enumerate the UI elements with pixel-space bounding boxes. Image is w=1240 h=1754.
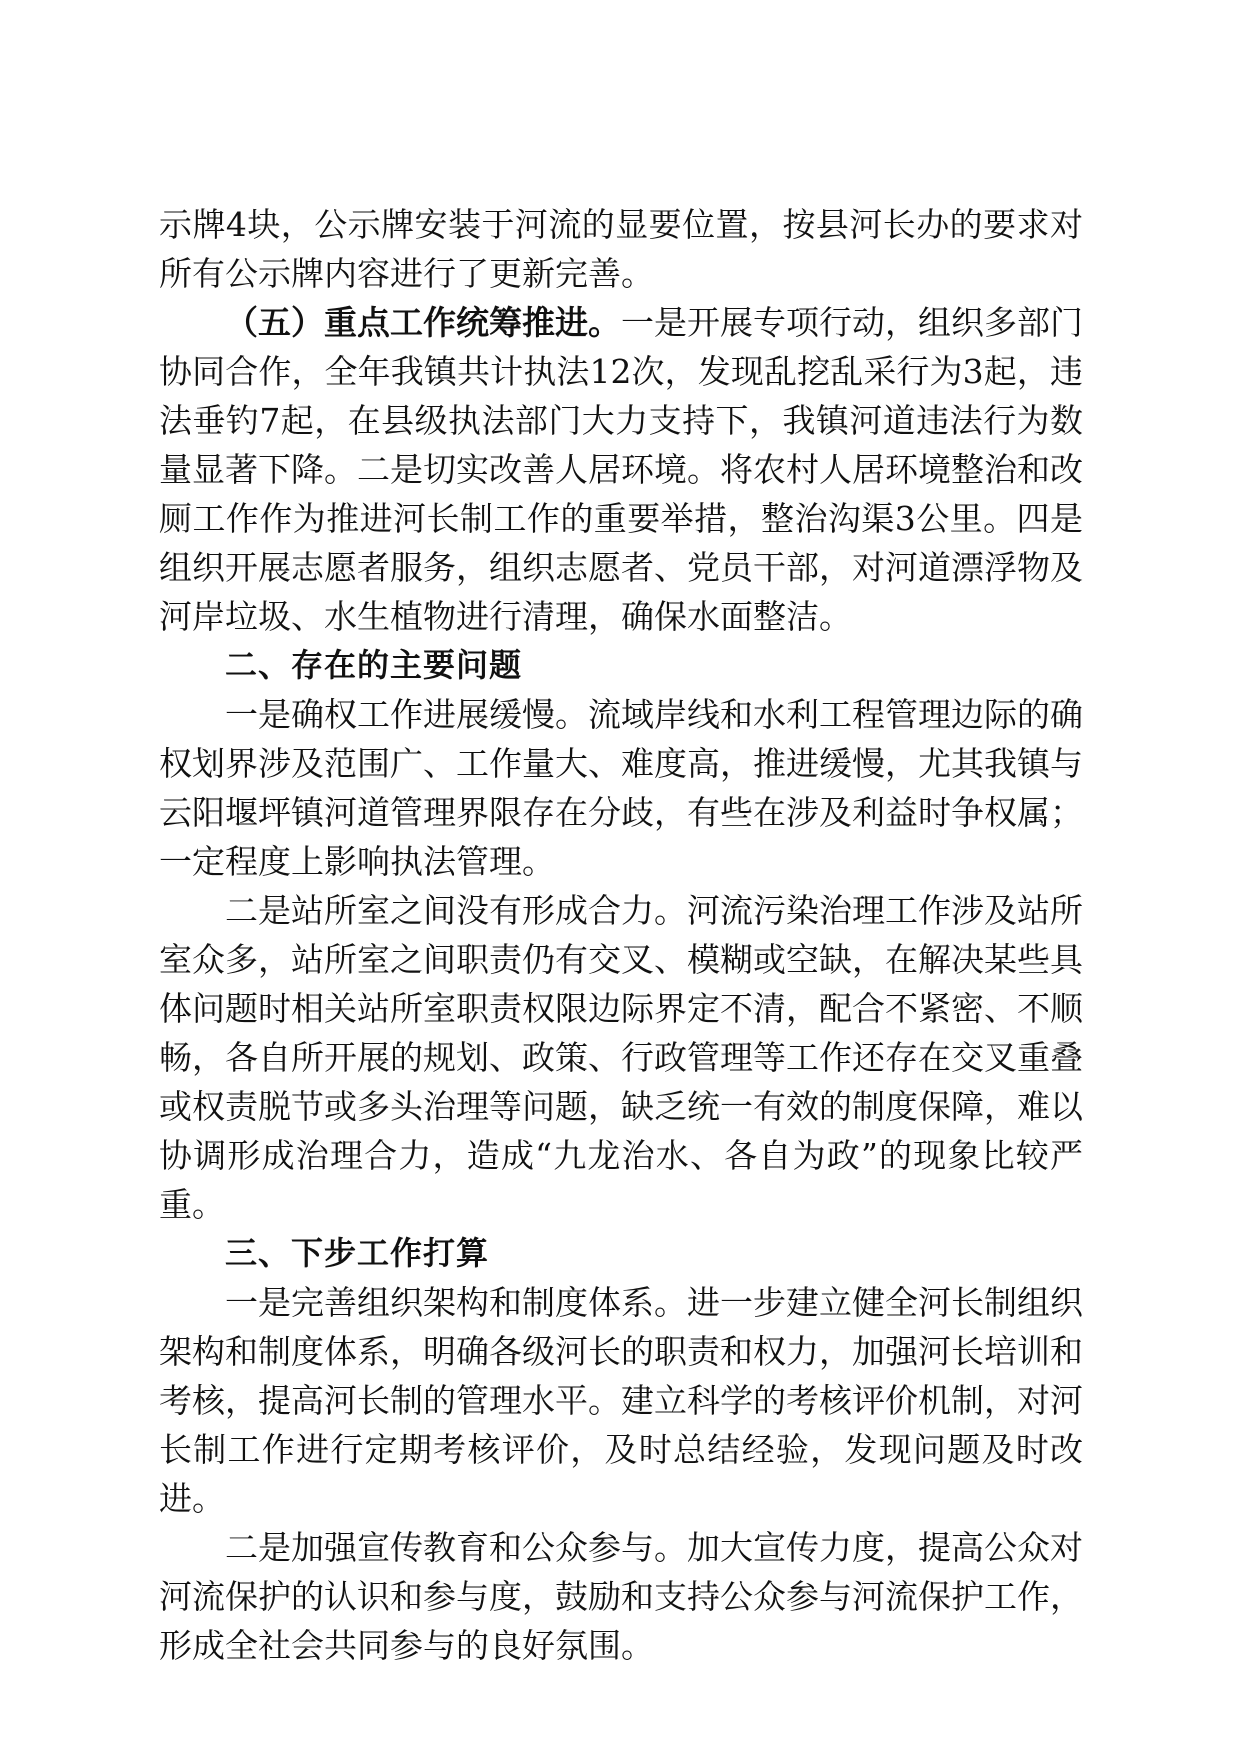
paragraph-problem-2: 二是站所室之间没有形成合力。河流污染治理工作涉及站所室众多，站所室之间职责仍有交叉、模糊或空缺，在解决某些具体问题时相关站所室职责权限边际界定不清，配合不紧密、不顺畅，各自所开展的规划、政策、行政管理等工作还存在交叉重叠或权责脱节或多头治理等问题，缺乏统一有效的制度保障，难以协调形成治理合力，造成“九龙治水、各自为政”的现象比较严重。 — [159, 891, 1083, 1224]
document-page — [159, 200, 1083, 1670]
paragraph-plan-1: 一是完善组织架构和制度体系。进一步建立健全河长制组织架构和制度体系，明确各级河长的职责和权力，加强河长培训和考核，提高河长制的管理水平。建立科学的考核评价机制，对河长制工作进行定期考核评价，及时总结经验，发现问题及时改进。 — [159, 1283, 1083, 1518]
subsection-heading-five: （五）重点工作统筹推进。 — [225, 303, 621, 342]
paragraph-plan-2: 二是加强宣传教育和公众参与。加大宣传力度，提高公众对河流保护的认识和参与度，鼓励和支持公众参与河流保护工作，形成全社会共同参与的良好氛围。 — [159, 1528, 1083, 1665]
paragraph-key-work-body: 一是开展专项行动，组织多部门协同合作，全年我镇共计执法12次，发现乱挖乱采行为3起，违法垂钓7起，在县级执法部门大力支持下，我镇河道违法行为数量显著下降。二是切实改善人居环境。将农村人居环境整治和改厕工作作为推进河长制工作的重要举措，整治沟渠3公里。四是组织开展志愿者服务，组织志愿者、党员干部，对河道漂浮物及河岸垃圾、水生植物进行清理，确保水面整洁。 — [159, 303, 1083, 636]
paragraph-problem-1: 一是确权工作进展缓慢。流域岸线和水利工程管理边际的确权划界涉及范围广、工作量大、难度高，推进缓慢，尤其我镇与云阳堰坪镇河道管理界限存在分歧，有些在涉及利益时争权属；一定程度上影响执法管理。 — [159, 695, 1083, 881]
paragraph-key-work — [159, 298, 1083, 641]
section-heading-next-steps: 三、下步工作打算 — [225, 1234, 490, 1272]
paragraph-continuation: 示牌4块，公示牌安装于河流的显要位置，按县河长办的要求对所有公示牌内容进行了更新完善。 — [159, 205, 1083, 293]
section-heading-problems: 二、存在的主要问题 — [225, 646, 523, 684]
